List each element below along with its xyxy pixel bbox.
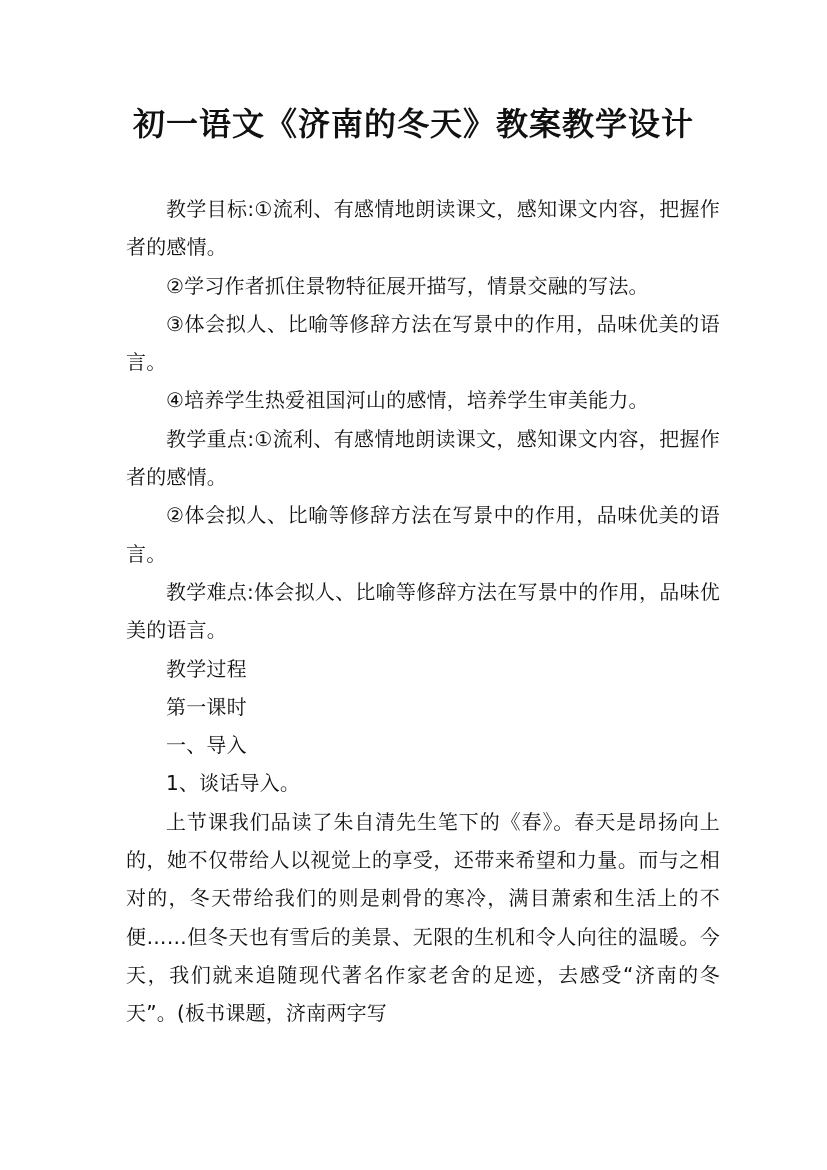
paragraph-difficult-point: 教学难点:体会拟人、比喻等修辞方法在写景中的作用，品味优美的语言。: [126, 579, 720, 643]
paragraph-teaching-goal-2: ②学习作者抓住景物特征展开描写，情景交融的写法。: [166, 273, 649, 298]
paragraph-key-point-2: ②体会拟人、比喻等修辞方法在写景中的作用，品味优美的语言。: [126, 503, 720, 566]
paragraph-teaching-goal-1: 教学目标:①流利、有感情地朗读课文，感知课文内容，把握作者的感情。: [126, 197, 720, 260]
paragraph-key-point-1: 教学重点:①流利、有感情地朗读课文，感知课文内容，把握作者的感情。: [126, 426, 720, 490]
paragraph-teaching-goal-3: ③体会拟人、比喻等修辞方法在写景中的作用，品味优美的语言。: [126, 311, 720, 375]
document-title: 初一语文《济南的冬天》教案教学设计: [132, 105, 694, 143]
paragraph-intro-text: 上节课我们品读了朱自清先生笔下的《春》。春天是昂扬向上的，她不仅带给人以视觉上的享受，还带来希望和力量。而与之相对的，冬天带给我们的则是刺骨的寒冷，满目萧索和生活上的不便……但冬天也有雪后的美景、无限的生机和令人向往的温暖。今天，我们就来追随现代著名作家老舍的足迹，去感受“济南的冬天”。(板书课题，济南两字写: [126, 809, 720, 1026]
paragraph-teaching-goal-4: ④培养学生热爱祖国河山的感情，培养学生审美能力。: [166, 388, 649, 413]
heading-conversation-intro: 1、谈话导入。: [166, 771, 301, 796]
heading-first-lesson: 第一课时: [166, 694, 247, 719]
document-body: [126, 190, 720, 1033]
heading-introduction: 一、导入: [166, 733, 247, 758]
heading-teaching-process: 教学过程: [166, 656, 247, 681]
